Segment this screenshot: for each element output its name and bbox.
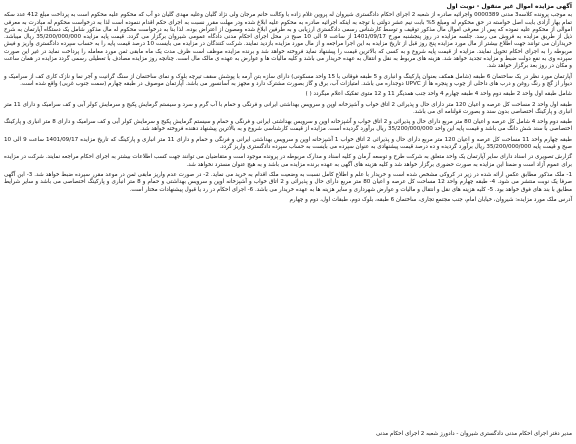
notice-document — [4, 3, 572, 438]
notice-paragraph-floor1: طبقه اول واحد 2 مساحت کل عرصه و اعیان 120 متر دارای حال و پذیرائی 2 اتاق خواب و آشپزخانه اوپن و سرویس بهداشتی ایرانی و فرنگی و حمام با آب گرم و سرد و سیستم گرمایش پکیج و سرمایش کولر آبی و کف سرامیک و دارای 11 متر انباری و پارکینگ اختصاصی بدون سند و بصورت قولنامه ای می باشد. — [4, 101, 572, 115]
notice-paragraph-units: شامل طبقه اول واحد 2 طبقه دوم واحد 4 طبقه چهارم 4 واحد جنب همدیگر 11 و 12 متوی تفکیک اعلام میگردد ( ) — [305, 91, 572, 98]
notice-paragraph-conditions: 1- ملک مذکور مطابق عکس ارائه شده در زیر در کروکی مشخص شده است و خریدار با علم و اطلاع کامل نسبت به وضعیت ملک اقدام به خرید می نماید. 2- در صورت عدم واریز مابقی ثمن در موعد مقرر سپرده ضبط خواهد شد. 3- این آگهی صرفا یک نوبت منتشر می شود. 4- طبقه چهارم واحد 12 مساحت کل عرصه و اعیان 80 متر مربع دارای حال و پذیرائی و 2 اتاق خواب و آشپزخانه اوپن و سرویس بهداشتی و حمام و 8 متر انباری و پارکینگ اختصاصی می باشد و سایر شرایط مطابق با بند های فوق خواهد بود. 5- کلیه هزینه های نقل و انتقال و مالیات و عوارض شهرداری و سایر هزینه ها به عهده خریدار می باشد. 6- اجرای احکام در رد یا قبول پیشنهادات مختار است. — [4, 171, 573, 193]
notice-title: آگهی مزایده اموال غیر منقول - نوبت اول — [446, 3, 572, 10]
notice-paragraph-report: گزارش تصویری در اسناد دارای سایر آپارتمان یک واحد متعلق به شرکت طرح و توسعه آرمان و کلیه اسناد و مدارک مربوطه در پرونده موجود است و متقاضیان می توانند جهت کسب اطلاعات بیشتر به اجرای احکام مراجعه نمایند. شرکت در مزایده برای عموم آزاد است و ضمنا این مزایده به صورت حضوری برگزار خواهد شد و کلیه هزینه های آگهی به عهده برنده مزایده می باشد و به هیچ عنوان مسترد نخواهد شد. — [4, 154, 572, 168]
notice-paragraph-building: آپارتمان مورد نظر در یک ساختمان 6 طبقه (شامل همکف بعنوان پارکینگ و انباری و 5 طبقه فوقانی با 15 واحد مسکونی) دارای سازه بتن آرمه با پوشش سقف تیرچه بلوک و نمای ساختمان از سنگ گرانیت و آجر نما و نازک کاری کف از سرامیک و دیوار از گچ و رنگ روغن و درب های داخلی از چوب و پنجره ها از UPVC دوجداره می باشد. امتیازات آب، برق و گاز بصورت مشترک دارد و مجهز به آسانسور می باشد. آپارتمان موصوف در طبقه چهارم (سمت جنوب غربی) واقع شده است. — [4, 73, 572, 87]
notice-paragraph-floor2: طبقه دوم واحد 4 شامل کل عرصه و اعیان 80 متر مربع دارای حال و پذیرائی و 2 اتاق خواب و آشپزخانه اوپن و سرویس بهداشتی ایرانی و فرنگی و حمام و سیستم گرمایش پکیج و سرمایش کولر آبی و کف سرامیک و دارای 8 متر انباری و پارکینگ اختصاصی با سند شش دانگ می باشد و قیمت پایه این واحد 35/200/000/000 ریال برآورد گردیده است. مزایده از قیمت کارشناسی شروع و به بالاترین پیشنهاد دهنده فروخته خواهد شد. — [4, 119, 572, 133]
notice-paragraph-address: آدرس ملک مورد مزایده: شیروان، خیابان امام، جنب مجتمع تجاری، ساختمان 6 طبقه، بلوک دوم، طبقات اول، دوم و چهارم — [289, 196, 572, 203]
notice-paragraph-floor4: طبقه چهارم واحد 11 مساحت کل عرصه و اعیان 120 متر مربع دارای حال و پذیرائی 2 اتاق خواب 1 آشپزخانه اوپن و سرویس بهداشتی ایرانی و فرنگی و حمام و دارای 11 متر انباری و پارکینگ که تاریخ مزایده 1401/09/17 ساعت 9 الی 10 صبح و قیمت پایه 35/200/000/000 ریال برآورد گردیده و ده درصد قیمت پیشنهادی به عنوان سپرده می بایست به حساب سپرده دادگستری واریز گردد. — [4, 136, 573, 151]
notice-signature: مدیر دفتر اجرای احکام مدنی دادگستری شیروان - دادورز شعبه 2 اجرای احکام مدنی — [375, 430, 572, 437]
notice-paragraph-intro: به موجب پرونده کلاسه3 مدنی 0000389 واجرائیه صادره از شعبه 2 اجرای احکام دادگستری شیروان له پروین غلام زاده با وکالت خانم مرجان ولی نژاد گلیان وعلیه مهدی گلیان دو آب که محکوم علیه محکوم است به پرداخت مبلغ 412 عدد سکه تمام بهار آزادی بابت اصل خواسته در حق محکوم له ومبلغ 5% بابت نیم عشر دولتی با توجه به اینکه اجرائیه صادره به محکوم علیه ابلاغ شده ودر مهلت مقرر نسبت به اجرای حکم اقدام ننموده است لذا به درخواست محکوم له مبادرت به معرفی اموالی از محکوم علیه نموده که پس از معرفی اموال مال مذکور توقیف و توسط کارشناس رسمی دادگستری ارزیابی و به طرفین ابلاغ شده ومصون از اعتراض بوده. لذا بنا به درخواست محکوم له مال مذکور شامل یک دستگاه آپارتمان به شرح ذیل از طریق مزایده به فروش می رسد. جلسه مزایده در روز پنجشنبه مورخ 1401/09/17 از ساعت 9 الی 10 صبح در محل اجرای احکام مدنی دادگاه عمومی شیروان برگزار می گردد. قیمت پایه مزایده 35/200/000/000 ریال میباشد. خریداران می توانند جهت اطلاع بیشتر از مال مورد مزایده پنج روز قبل از تاریخ مزایده به این اجرا مراجعه و از مال مورد مزایده بازدید نمایند. شرکت کنندگان در مزایده می بایست 10 درصد قیمت پایه را به حساب سپرده دادگستری واریز و فیش مربوطه را به اجرای احکام تحویل نمایند. مزایده از قیمت پایه شروع و به کسی که بالاترین قیمت را پیشنهاد نماید فروخته خواهد شد و برنده مزایده موظف است ظرف مدت یک ماه مابقی ثمن مورد معامله را پرداخت نماید در غیر این صورت سپرده وی به نفع دولت ضبط و مزایده تجدید خواهد شد. هزینه های مربوط به نقل و انتقال به عهده خریدار می باشد و کلیه مالیات ها و عوارض به عهده ی مالک مال است. چنانچه روز مزایده مصادف با تعطیلی رسمی گردد مزایده در همان ساعت و مکان در روز بعد برگزار خواهد شد. — [4, 12, 573, 70]
